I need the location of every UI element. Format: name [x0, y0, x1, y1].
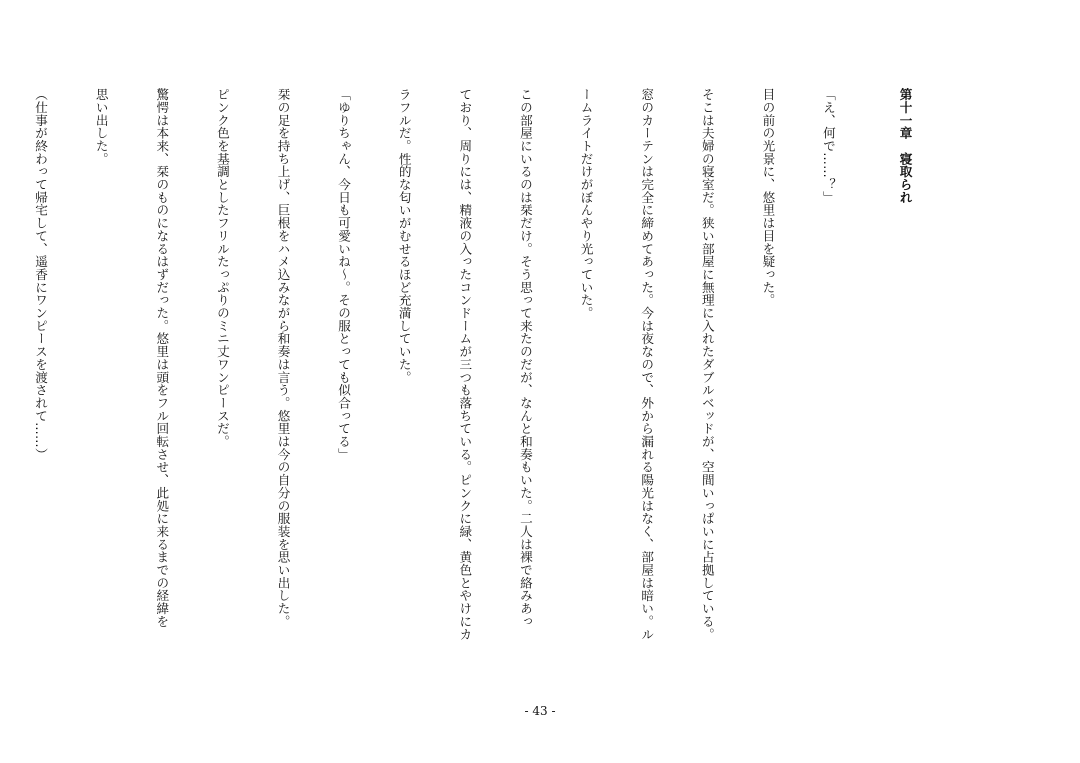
text-line: 栞の足を持ち上げ、巨根をハメ込みながら和奏は言う。悠里は今の自分の服装を思い出した。	[275, 88, 291, 628]
text-line: ており、周りには、精液の入ったコンドームが三つも落ちている。ピンクに緑、黄色とやけにカ	[457, 88, 473, 641]
text-line: 「ゆりちゃん、今日も可愛いね～。その服とっても似合ってる」	[336, 88, 352, 461]
text-line: この部屋にいるのは栞だけ。そう思って来たのだが、なんと和奏もいた。二人は裸で絡みあっ	[517, 88, 533, 628]
text-line: 目の前の光景に、悠里は目を疑った。	[760, 88, 776, 307]
text-line: ラフルだ。性的な匂いがむせるほど充満していた。	[396, 88, 412, 384]
text-line: ピンク色を基調としたフリルたっぷりのミニ丈ワンピースだ。	[214, 88, 230, 448]
page-number: - 43 -	[524, 704, 556, 718]
text-line: （仕事が終わって帰宅して、遥香にワンピースを渡されて……）	[33, 88, 49, 461]
text-line: 驚愕は本来、栞のものになるはずだった。悠里は頭をフル回転させ、此処に来るまでの経緯を	[154, 88, 170, 628]
text-line: 「え、何で……？」	[820, 88, 836, 204]
chapter-title: 第十一章 寝取られ	[897, 88, 913, 204]
text-line: そこは夫婦の寝室だ。狭い部屋に無理に入れたダブルベッドが、空間いっぱいに占拠している。	[699, 88, 715, 641]
vertical-text-body	[0, 88, 955, 688]
text-line: 思い出した。	[93, 88, 109, 166]
text-line: 窓のカーテンは完全に締めてあった。今は夜なので、外から漏れる陽光はなく、部屋は暗い。ル	[639, 88, 655, 641]
text-line: ームライトだけがぼんやり光っていた。	[578, 88, 594, 320]
